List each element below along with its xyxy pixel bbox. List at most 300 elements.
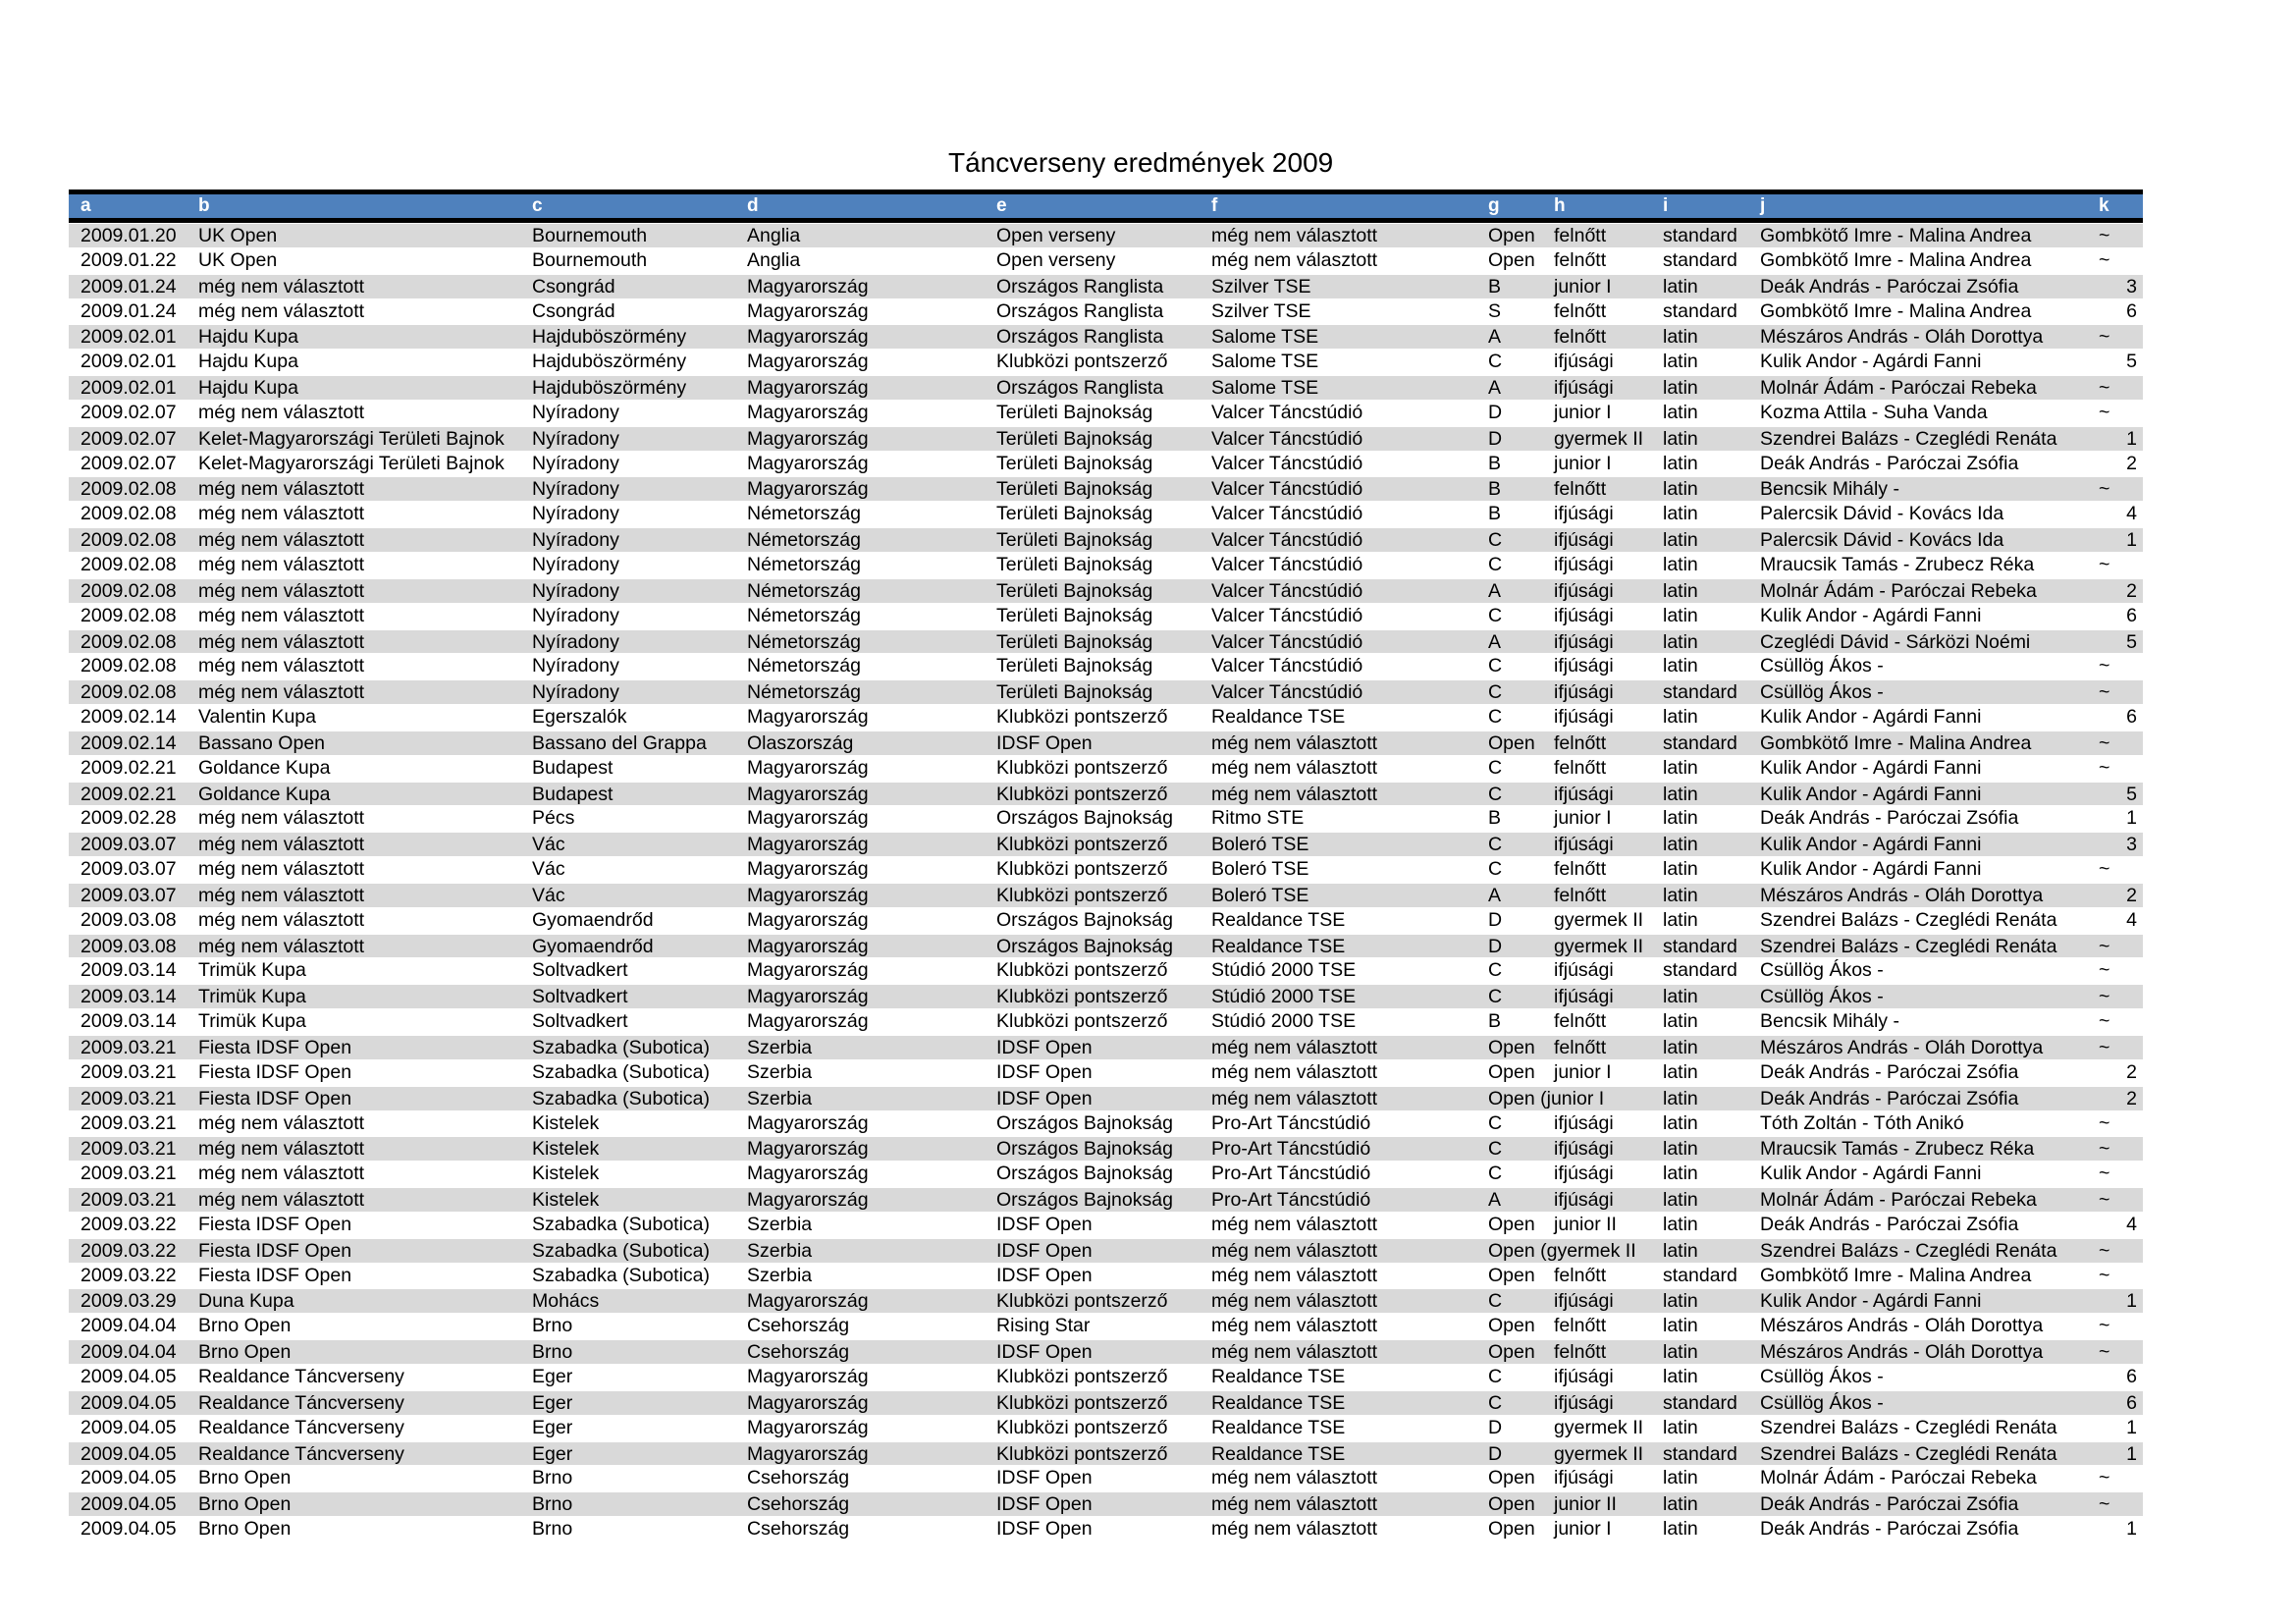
cell-b: még nem választott (198, 553, 365, 575)
cell-k: 1 (2126, 529, 2137, 552)
cell-b: Fiesta IDSF Open (198, 1213, 352, 1235)
cell-i: standard (1663, 959, 1737, 982)
table-row (69, 1187, 2143, 1213)
cell-c: Nyíradony (532, 529, 619, 552)
cell-e: Klubközi pontszerző (996, 834, 1168, 856)
cell-f: Boleró TSE (1211, 858, 1309, 881)
cell-f: Ritmo STE (1211, 807, 1305, 830)
cell-e: Klubközi pontszerző (996, 1365, 1168, 1387)
table-row (69, 248, 2143, 274)
cell-k: ~ (2099, 655, 2110, 677)
cell-f: Valcer Táncstúdió (1211, 401, 1363, 423)
column-header-e: e (996, 195, 1007, 216)
cell-h: ifjúsági (1554, 655, 1614, 677)
cell-b: Hajdu Kupa (198, 377, 298, 400)
cell-a: 2009.02.07 (80, 427, 177, 450)
cell-g: B (1488, 478, 1502, 501)
cell-b: Brno Open (198, 1341, 292, 1364)
cell-d: Magyarország (747, 756, 869, 779)
cell-d: Csehország (747, 1315, 850, 1337)
cell-a: 2009.03.29 (80, 1290, 177, 1313)
cell-a: 2009.02.08 (80, 503, 177, 525)
cell-k: 1 (2126, 1518, 2137, 1541)
cell-g: C (1488, 706, 1503, 729)
table-row (69, 553, 2143, 578)
cell-i: latin (1663, 1037, 1698, 1058)
cell-i: latin (1663, 884, 1698, 906)
cell-c: Vác (532, 858, 565, 881)
cell-h: ifjúsági (1554, 630, 1614, 653)
cell-b: Fiesta IDSF Open (198, 1264, 352, 1286)
cell-e: IDSF Open (996, 1467, 1093, 1489)
cell-b: Realdance Táncverseny (198, 1365, 404, 1387)
cell-e: Országos Bajnokság (996, 1111, 1173, 1134)
table-row (69, 1009, 2143, 1035)
cell-j: Molnár Ádám - Paróczai Rebeka (1760, 579, 2037, 602)
cell-i: latin (1663, 858, 1698, 881)
cell-k: 6 (2126, 299, 2137, 322)
cell-g: B (1488, 807, 1502, 830)
cell-h: junior I (1554, 807, 1612, 830)
table-row (69, 782, 2143, 807)
cell-e: Országos Bajnokság (996, 807, 1173, 830)
table-row (69, 629, 2143, 655)
cell-f: Valcer Táncstúdió (1211, 579, 1363, 602)
cell-i: latin (1663, 401, 1698, 423)
cell-b: Trimük Kupa (198, 1010, 306, 1033)
cell-e: Klubközi pontszerző (996, 706, 1168, 729)
cell-g: D (1488, 1442, 1503, 1465)
cell-c: Szabadka (Subotica) (532, 1264, 711, 1286)
table-row (69, 1086, 2143, 1111)
cell-c: Nyíradony (532, 681, 619, 704)
cell-k: ~ (2099, 1341, 2110, 1364)
cell-k: ~ (2099, 1138, 2110, 1161)
cell-c: Csongrád (532, 275, 615, 298)
cell-i: latin (1663, 807, 1698, 830)
cell-h: felnőtt (1554, 731, 1607, 754)
column-header-f: f (1211, 195, 1218, 216)
table-row (69, 705, 2143, 730)
cell-g: Open (1488, 1037, 1535, 1058)
cell-a: 2009.01.20 (80, 225, 177, 246)
cell-i: latin (1663, 1087, 1698, 1109)
cell-b: Kelet-Magyarországi Területi Bajnok (198, 452, 505, 474)
cell-k: ~ (2099, 986, 2110, 1008)
cell-i: latin (1663, 1365, 1698, 1387)
cell-k: 2 (2126, 452, 2137, 474)
table-row (69, 452, 2143, 477)
table-row (69, 1365, 2143, 1390)
cell-d: Magyarország (747, 1365, 869, 1387)
cell-c: Soltvadkert (532, 1010, 628, 1033)
cell-j: Csüllög Ákos - (1760, 1391, 1884, 1414)
cell-j: Kulik Andor - Agárdi Fanni (1760, 351, 1982, 373)
cell-g: C (1488, 834, 1503, 856)
cell-f: Realdance TSE (1211, 908, 1346, 931)
cell-h (1548, 1239, 1657, 1263)
cell-i: latin (1663, 1189, 1698, 1212)
cell-f: Pro-Art Táncstúdió (1211, 1163, 1371, 1185)
cell-e: Klubközi pontszerző (996, 986, 1168, 1008)
cell-h: ifjúsági (1554, 604, 1614, 626)
cell-c: Kistelek (532, 1163, 600, 1185)
table-row (69, 832, 2143, 857)
column-header-h: h (1554, 195, 1566, 216)
column-header-a: a (80, 195, 91, 216)
cell-c: Brno (532, 1341, 573, 1364)
cell-g: C (1488, 655, 1503, 677)
cell-j: Palercsik Dávid - Kovács Ida (1760, 503, 2004, 525)
cell-a: 2009.02.08 (80, 604, 177, 626)
cell-e: IDSF Open (996, 731, 1093, 754)
cell-e: Rising Star (996, 1315, 1091, 1337)
cell-e: Területi Bajnokság (996, 604, 1153, 626)
cell-d: Olaszország (747, 731, 854, 754)
cell-a: 2009.02.21 (80, 783, 177, 805)
cell-b: még nem választott (198, 478, 365, 501)
table-row (69, 1466, 2143, 1491)
cell-g: Open (1488, 1467, 1535, 1489)
cell-a: 2009.03.21 (80, 1037, 177, 1058)
cell-e: IDSF Open (996, 1493, 1093, 1516)
cell-f: Valcer Táncstúdió (1211, 681, 1363, 704)
cell-d: Magyarország (747, 884, 869, 906)
cell-e: Országos Ranglista (996, 377, 1164, 400)
cell-j: Csüllög Ákos - (1760, 959, 1884, 982)
cell-h: gyermek II (1554, 935, 1644, 957)
cell-c: Eger (532, 1365, 573, 1387)
cell-e: Területi Bajnokság (996, 503, 1153, 525)
table-row (69, 1416, 2143, 1441)
table-row (69, 679, 2143, 705)
table-row (69, 883, 2143, 908)
cell-b: Fiesta IDSF Open (198, 1087, 352, 1109)
cell-e: Területi Bajnokság (996, 681, 1153, 704)
cell-h: ifjúsági (1554, 553, 1614, 575)
cell-f: Realdance TSE (1211, 1365, 1346, 1387)
table-row (69, 1035, 2143, 1060)
cell-a: 2009.01.22 (80, 248, 177, 271)
cell-g: A (1488, 579, 1502, 602)
table-row (69, 1162, 2143, 1187)
table-row (69, 730, 2143, 756)
cell-f: Valcer Táncstúdió (1211, 553, 1363, 575)
cell-g: D (1488, 401, 1503, 423)
cell-a: 2009.02.01 (80, 326, 177, 349)
cell-k: 4 (2126, 908, 2137, 931)
cell-f: Salome TSE (1211, 351, 1319, 373)
cell-e: Klubközi pontszerző (996, 351, 1168, 373)
cell-i: latin (1663, 503, 1698, 525)
cell-h (1548, 1087, 1657, 1110)
cell-f: még nem választott (1211, 1315, 1378, 1337)
cell-c: Nyíradony (532, 478, 619, 501)
cell-f: Valcer Táncstúdió (1211, 529, 1363, 552)
cell-e: IDSF Open (996, 1213, 1093, 1235)
cell-g: D (1488, 1416, 1503, 1438)
cell-e: Területi Bajnokság (996, 427, 1153, 450)
cell-i: latin (1663, 604, 1698, 626)
cell-h: ifjúsági (1554, 986, 1614, 1008)
table-row (69, 527, 2143, 553)
cell-d: Magyarország (747, 858, 869, 881)
cell-k: ~ (2099, 756, 2110, 779)
cell-d: Magyarország (747, 706, 869, 729)
cell-f: még nem választott (1211, 1060, 1378, 1083)
cell-k: 2 (2126, 1060, 2137, 1083)
cell-h: felnőtt (1554, 1341, 1607, 1364)
cell-j: Gombkötő Imre - Malina Andrea (1760, 225, 2032, 246)
cell-d: Magyarország (747, 908, 869, 931)
cell-d: Magyarország (747, 377, 869, 400)
cell-a: 2009.03.22 (80, 1264, 177, 1286)
cell-a: 2009.02.28 (80, 807, 177, 830)
table-row (69, 1339, 2143, 1365)
cell-a: 2009.03.08 (80, 908, 177, 931)
cell-j: Szendrei Balázs - Czeglédi Renáta (1760, 1239, 2057, 1262)
cell-e: Országos Bajnokság (996, 1189, 1173, 1212)
cell-g: B (1488, 503, 1502, 525)
cell-i: standard (1663, 1391, 1737, 1414)
cell-g: C (1488, 1138, 1503, 1161)
cell-e: Klubközi pontszerző (996, 959, 1168, 982)
table-row (69, 401, 2143, 426)
table-row (69, 502, 2143, 527)
cell-d: Magyarország (747, 959, 869, 982)
cell-h: ifjúsági (1554, 783, 1614, 805)
cell-k: ~ (2099, 731, 2110, 754)
cell-h: junior I (1554, 1518, 1612, 1541)
cell-g: Open (1488, 225, 1535, 246)
cell-g: Open (gyermek II (1488, 1239, 1636, 1262)
cell-i: latin (1663, 326, 1698, 349)
cell-a: 2009.03.08 (80, 935, 177, 957)
cell-f: még nem választott (1211, 1213, 1378, 1235)
cell-g: C (1488, 858, 1503, 881)
cell-k: 2 (2126, 579, 2137, 602)
cell-c: Brno (532, 1518, 573, 1541)
cell-b: Hajdu Kupa (198, 351, 298, 373)
cell-i: latin (1663, 834, 1698, 856)
cell-d: Németország (747, 529, 861, 552)
cell-h: junior I (1554, 452, 1612, 474)
cell-c: Eger (532, 1416, 573, 1438)
cell-d: Szerbia (747, 1060, 813, 1083)
cell-c: Budapest (532, 756, 614, 779)
cell-i: standard (1663, 1442, 1737, 1465)
cell-f: Realdance TSE (1211, 1391, 1346, 1414)
cell-d: Anglia (747, 248, 801, 271)
cell-f: még nem választott (1211, 1290, 1378, 1313)
cell-i: latin (1663, 1416, 1698, 1438)
cell-k: 1 (2126, 807, 2137, 830)
cell-b: Kelet-Magyarországi Területi Bajnok (198, 427, 505, 450)
cell-h: ifjúsági (1554, 351, 1614, 373)
cell-a: 2009.03.14 (80, 1010, 177, 1033)
cell-b: UK Open (198, 225, 278, 246)
cell-f: még nem választott (1211, 1493, 1378, 1516)
page-title: Táncverseny eredmények 2009 (948, 147, 1334, 178)
cell-j: Molnár Ádám - Paróczai Rebeka (1760, 1467, 2037, 1489)
cell-h: felnőtt (1554, 1264, 1607, 1286)
cell-k: 5 (2126, 351, 2137, 373)
cell-h: ifjúsági (1554, 579, 1614, 602)
cell-c: Csongrád (532, 299, 615, 322)
cell-g: C (1488, 681, 1503, 704)
table-row (69, 299, 2143, 325)
cell-c: Gyomaendrőd (532, 935, 654, 957)
table-body (69, 223, 2143, 1542)
cell-i: standard (1663, 731, 1737, 754)
cell-h: junior I (1554, 275, 1612, 298)
cell-k: ~ (2099, 1189, 2110, 1212)
cell-c: Pécs (532, 807, 575, 830)
cell-a: 2009.03.07 (80, 884, 177, 906)
cell-h: felnőtt (1554, 225, 1607, 246)
cell-f: még nem választott (1211, 1087, 1378, 1109)
cell-c: Hajduböszörmény (532, 326, 687, 349)
cell-c: Vác (532, 834, 565, 856)
table-row (69, 274, 2143, 299)
cell-e: Országos Ranglista (996, 299, 1164, 322)
cell-h: ifjúsági (1554, 1391, 1614, 1414)
cell-e: Országos Bajnokság (996, 1163, 1173, 1185)
cell-a: 2009.03.22 (80, 1213, 177, 1235)
cell-h: felnőtt (1554, 248, 1607, 271)
cell-j: Gombkötő Imre - Malina Andrea (1760, 731, 2032, 754)
cell-e: IDSF Open (996, 1060, 1093, 1083)
cell-b: Brno Open (198, 1315, 292, 1337)
cell-c: Szabadka (Subotica) (532, 1213, 711, 1235)
cell-g: B (1488, 1010, 1502, 1033)
table-row (69, 1441, 2143, 1467)
cell-c: Kistelek (532, 1138, 600, 1161)
cell-b: Trimük Kupa (198, 986, 306, 1008)
cell-b: Goldance Kupa (198, 756, 331, 779)
cell-h: ifjúsági (1554, 1365, 1614, 1387)
cell-k: 5 (2126, 783, 2137, 805)
cell-c: Nyíradony (532, 503, 619, 525)
cell-j: Mészáros András - Oláh Dorottya (1760, 884, 2044, 906)
cell-k: ~ (2099, 478, 2110, 501)
cell-h: ifjúsági (1554, 529, 1614, 552)
cell-h: gyermek II (1554, 1416, 1644, 1438)
cell-k: 5 (2126, 630, 2137, 653)
cell-b: még nem választott (198, 579, 365, 602)
cell-k: 6 (2126, 1365, 2137, 1387)
cell-i: latin (1663, 706, 1698, 729)
cell-e: Országos Bajnokság (996, 1138, 1173, 1161)
cell-j: Deák András - Paróczai Zsófia (1760, 807, 2019, 830)
cell-c: Soltvadkert (532, 959, 628, 982)
cell-d: Magyarország (747, 478, 869, 501)
cell-a: 2009.03.21 (80, 1111, 177, 1134)
cell-h: gyermek II (1554, 908, 1644, 931)
cell-i: latin (1663, 1239, 1698, 1262)
cell-g: C (1488, 1290, 1503, 1313)
cell-d: Csehország (747, 1493, 850, 1516)
cell-j: Mészáros András - Oláh Dorottya (1760, 1315, 2044, 1337)
cell-d: Németország (747, 604, 861, 626)
cell-a: 2009.04.05 (80, 1518, 177, 1541)
cell-j: Mraucsik Tamás - Zrubecz Réka (1760, 553, 2035, 575)
cell-a: 2009.04.04 (80, 1315, 177, 1337)
cell-i: latin (1663, 579, 1698, 602)
cell-b: Brno Open (198, 1518, 292, 1541)
cell-b: még nem választott (198, 858, 365, 881)
table-row (69, 1390, 2143, 1416)
table-row (69, 1213, 2143, 1238)
cell-b: Fiesta IDSF Open (198, 1037, 352, 1058)
cell-f: Realdance TSE (1211, 1442, 1346, 1465)
cell-g: C (1488, 986, 1503, 1008)
cell-e: Területi Bajnokság (996, 630, 1153, 653)
cell-f: Pro-Art Táncstúdió (1211, 1138, 1371, 1161)
cell-h: gyermek II (1554, 1442, 1644, 1465)
table-row (69, 1060, 2143, 1086)
cell-b: még nem választott (198, 908, 365, 931)
cell-j: Szendrei Balázs - Czeglédi Renáta (1760, 908, 2057, 931)
cell-e: Területi Bajnokság (996, 579, 1153, 602)
cell-h: ifjúsági (1554, 681, 1614, 704)
cell-g: Open (1488, 1493, 1535, 1516)
cell-b: Goldance Kupa (198, 783, 331, 805)
cell-a: 2009.02.08 (80, 553, 177, 575)
cell-a: 2009.03.22 (80, 1239, 177, 1262)
cell-k: ~ (2099, 377, 2110, 400)
table-row (69, 1111, 2143, 1137)
cell-d: Magyarország (747, 1391, 869, 1414)
cell-c: Nyíradony (532, 630, 619, 653)
cell-b: még nem választott (198, 1163, 365, 1185)
cell-b: Fiesta IDSF Open (198, 1239, 352, 1262)
cell-g: C (1488, 1111, 1503, 1134)
cell-f: Boleró TSE (1211, 834, 1309, 856)
cell-k: 4 (2126, 1213, 2137, 1235)
cell-a: 2009.04.05 (80, 1442, 177, 1465)
cell-c: Nyíradony (532, 401, 619, 423)
cell-d: Magyarország (747, 452, 869, 474)
cell-f: még nem választott (1211, 1239, 1378, 1262)
cell-k: ~ (2099, 225, 2110, 246)
cell-a: 2009.02.14 (80, 731, 177, 754)
cell-a: 2009.02.08 (80, 630, 177, 653)
cell-a: 2009.03.07 (80, 834, 177, 856)
cell-b: Valentin Kupa (198, 706, 316, 729)
cell-i: latin (1663, 1290, 1698, 1313)
cell-j: Gombkötő Imre - Malina Andrea (1760, 1264, 2032, 1286)
cell-k: 1 (2126, 1442, 2137, 1465)
cell-b: még nem választott (198, 655, 365, 677)
cell-j: Csüllög Ákos - (1760, 681, 1884, 704)
cell-b: még nem választott (198, 834, 365, 856)
column-header-i: i (1663, 195, 1669, 216)
cell-a: 2009.03.14 (80, 986, 177, 1008)
cell-g: C (1488, 529, 1503, 552)
cell-i: latin (1663, 1010, 1698, 1033)
table-row (69, 1491, 2143, 1517)
cell-j: Kozma Attila - Suha Vanda (1760, 401, 1988, 423)
cell-k: ~ (2099, 401, 2110, 423)
cell-e: Klubközi pontszerző (996, 1442, 1168, 1465)
cell-h: ifjúsági (1554, 1163, 1614, 1185)
cell-e: IDSF Open (996, 1264, 1093, 1286)
cell-h: felnőtt (1554, 884, 1607, 906)
cell-i: latin (1663, 756, 1698, 779)
cell-f: még nem választott (1211, 225, 1378, 246)
cell-h: ifjúsági (1554, 1111, 1614, 1134)
